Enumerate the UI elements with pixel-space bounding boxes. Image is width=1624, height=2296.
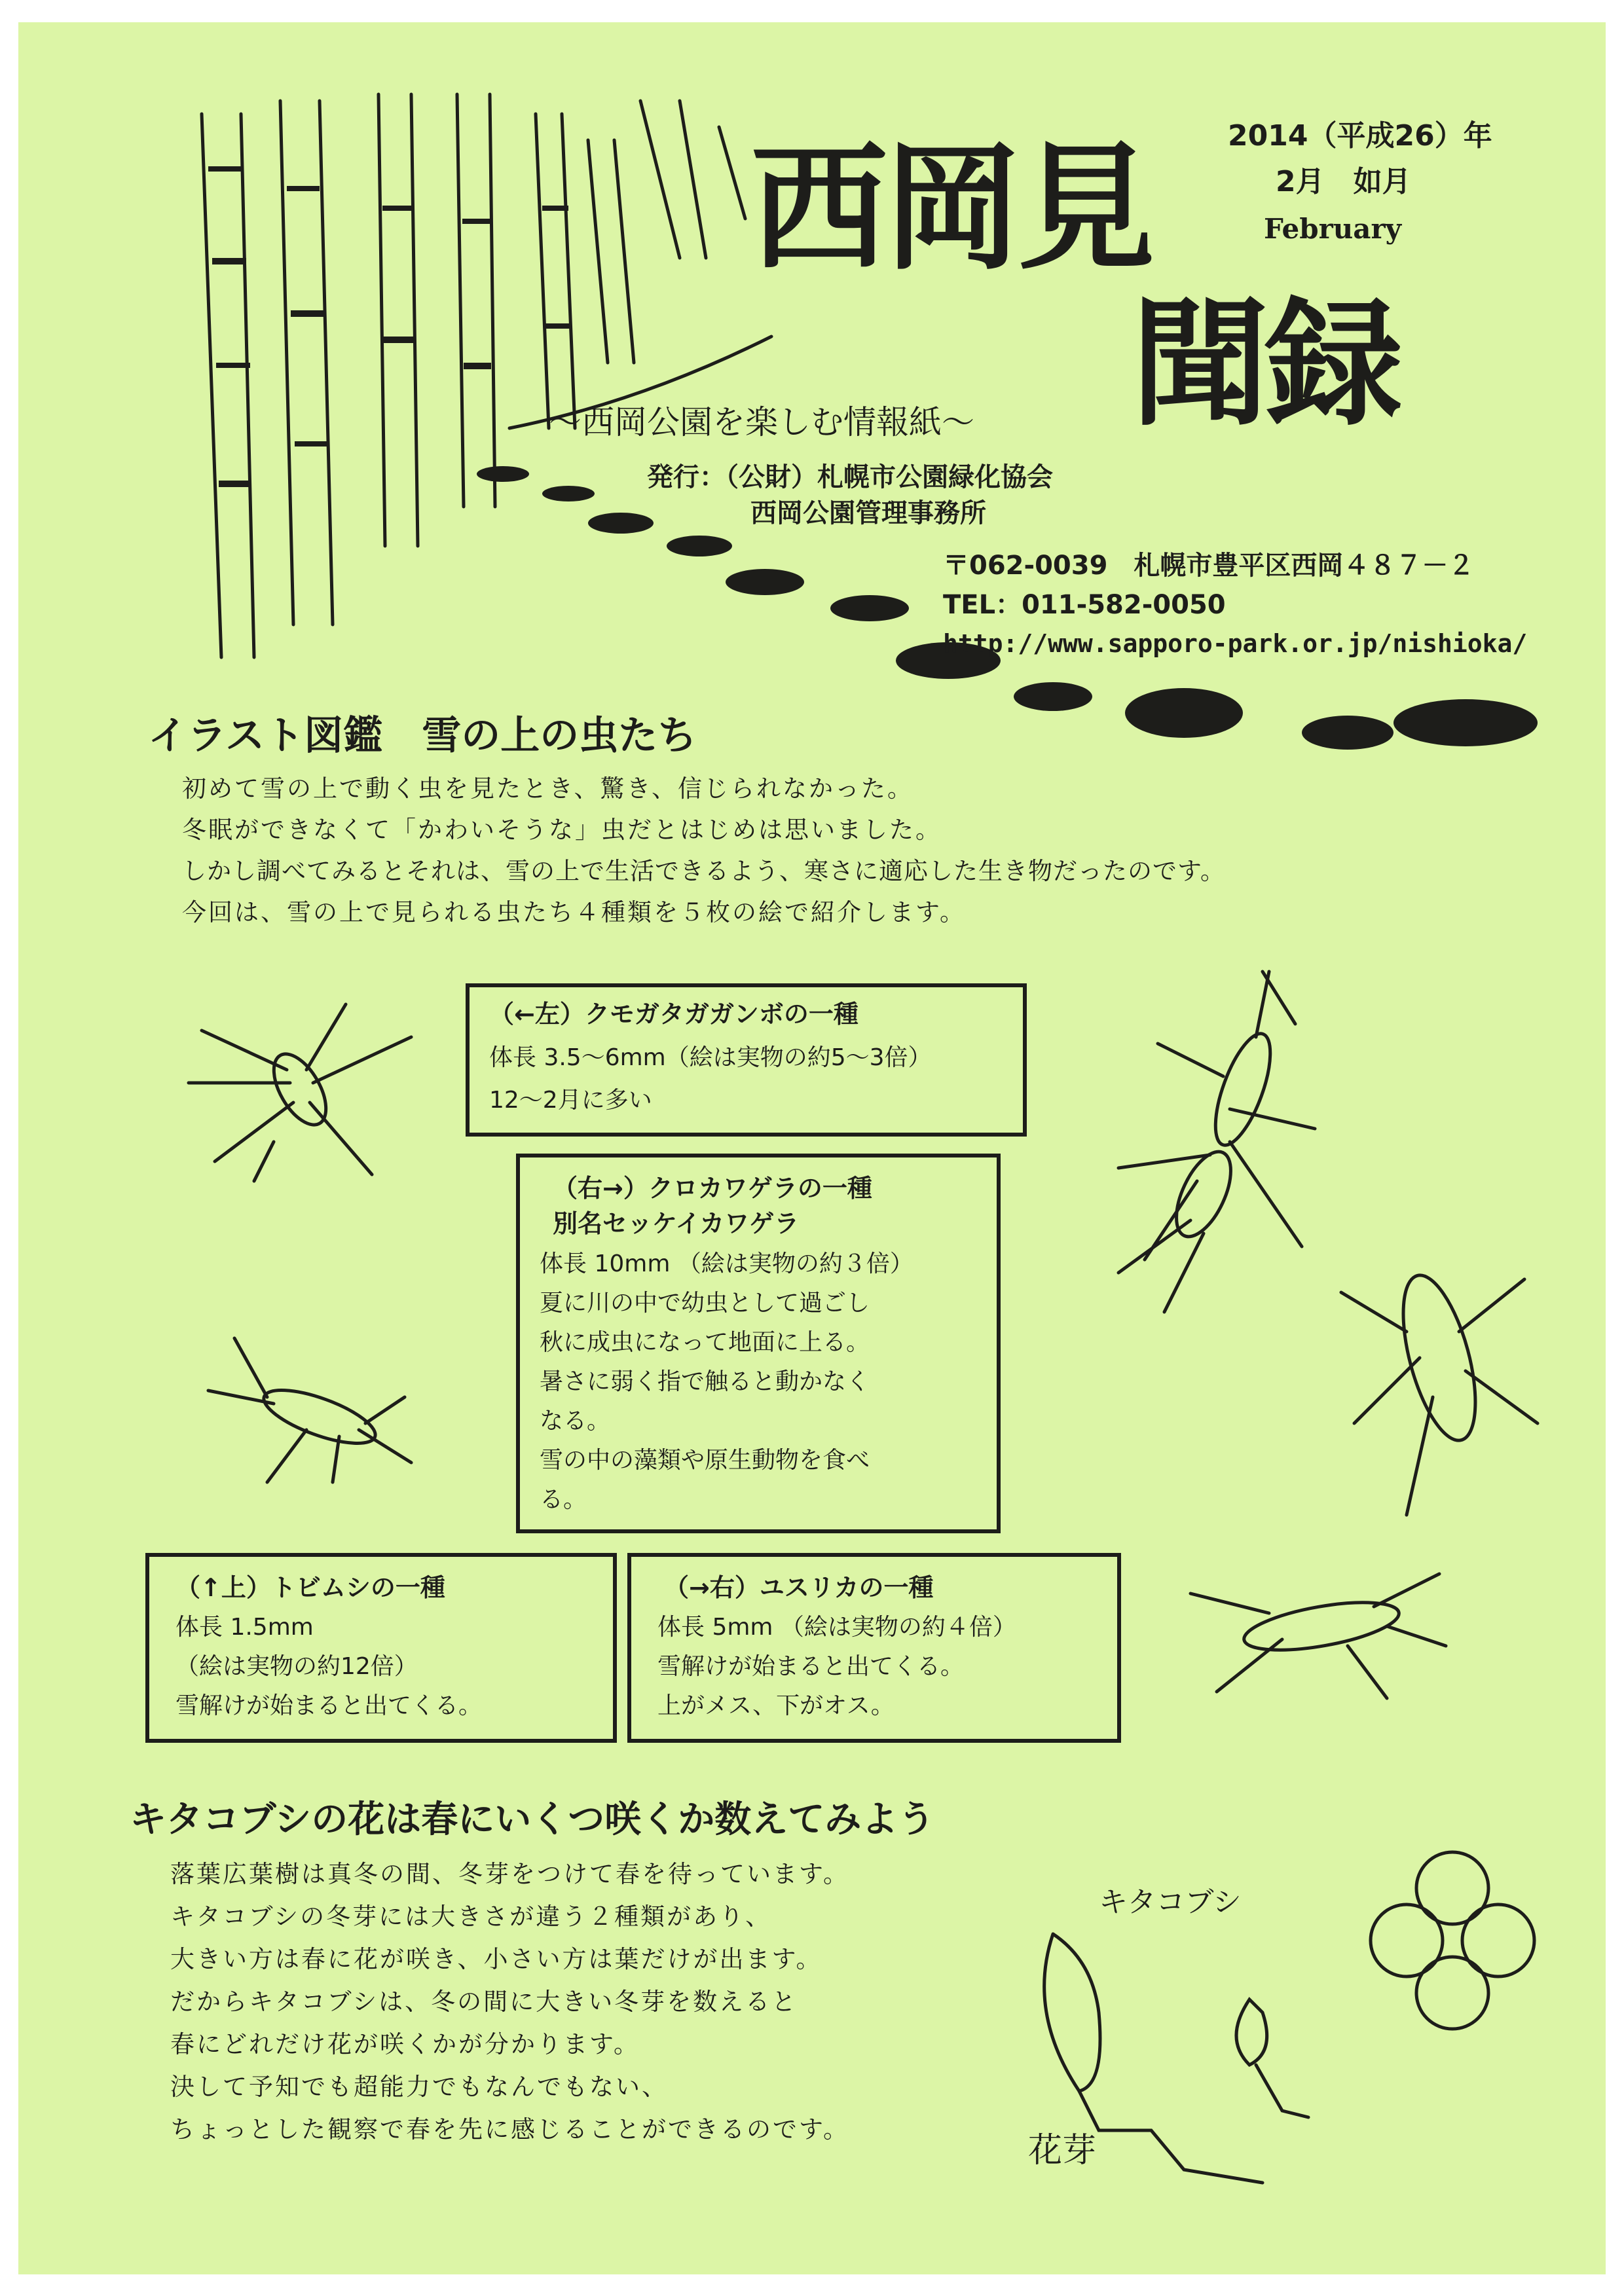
illustration-intro-line-1: 初めて雪の上で動く虫を見たとき、驚き、信じられなかった。 <box>182 774 914 803</box>
springtail-sketch <box>189 1332 424 1489</box>
crane-fly-sketch <box>175 991 424 1188</box>
crane-fly-line-1: 体長 3.5～6mm（絵は実物の約5～3倍） <box>489 1044 932 1071</box>
kitakobushi-label: キタコブシ <box>1099 1886 1242 1919</box>
stonefly-alias: 別名セッケイカワゲラ <box>553 1209 800 1238</box>
office-name: 西岡公園管理事務所 <box>750 498 986 528</box>
midge-title: （→右）ユスリカの一種 <box>664 1573 934 1602</box>
stonefly-info-box <box>516 1154 1001 1533</box>
illustration-section-heading: イラスト図鑑 雪の上の虫たち <box>148 713 697 759</box>
kobushi-line-1: 落葉広葉樹は真冬の間、冬芽をつけて春を待っています。 <box>170 1860 850 1888</box>
midge-female-sketch <box>1328 1253 1544 1528</box>
stonefly-line-2: 夏に川の中で幼虫として過ごし <box>540 1290 870 1317</box>
newsletter-title-line2: 聞録 <box>1132 284 1399 445</box>
newsletter-subtitle: ～西岡公園を楽しむ情報紙～ <box>549 403 974 441</box>
crane-fly-line-2: 12～2月に多い <box>489 1087 652 1114</box>
issue-date-year: 2014（平成26）年 <box>1228 119 1492 153</box>
springtail-line-1: 体長 1.5mm <box>175 1614 314 1641</box>
kobushi-line-3: 大きい方は春に花が咲き、小さい方は葉だけが出ます。 <box>170 1945 822 1973</box>
newsletter-title-line1: 西岡見 <box>750 128 1152 289</box>
kobushi-line-4: だからキタコブシは、冬の間に大きい冬芽を数えると <box>170 1988 798 2016</box>
kobushi-line-7: ちょっとした観察で春を先に感じることができるのです。 <box>170 2115 850 2143</box>
stonefly-line-5: なる。 <box>540 1408 611 1434</box>
stonefly-line-6: 雪の中の藻類や原生動物を食べ <box>540 1447 870 1474</box>
springtail-info-box <box>145 1553 617 1743</box>
telephone: TEL：011-582-0050 <box>943 590 1226 620</box>
stonefly-line-1: 体長 10mm （絵は実物の約３倍） <box>540 1250 913 1277</box>
midge-line-3: 上がメス、下がオス。 <box>657 1692 895 1719</box>
kobushi-line-2: キタコブシの冬芽には大きさが違う２種類があり、 <box>170 1903 772 1931</box>
midge-line-2: 雪解けが始まると出てくる。 <box>657 1653 965 1680</box>
springtail-line-2: （絵は実物の約12倍） <box>175 1653 418 1680</box>
kobushi-line-5: 春にどれだけ花が咲くかが分かります。 <box>170 2030 640 2058</box>
kobushi-section-heading: キタコブシの花は春にいくつ咲くか数えてみよう <box>130 1798 935 1841</box>
illustration-intro-line-2: 冬眠ができなくて「かわいそうな」虫だとはじめは思いました。 <box>182 816 942 844</box>
publisher: 発行：（公財）札幌市公園緑化協会 <box>647 462 1053 492</box>
stonefly-line-3: 秋に成虫になって地面に上る。 <box>540 1329 870 1356</box>
stonefly-line-4: 暑さに弱く指で触ると動かなく <box>540 1368 870 1395</box>
illustration-intro-line-3: しかし調べてみるとそれは、雪の上で生活できるよう、寒さに適応した生き物だったのです。 <box>182 857 1226 885</box>
midge-male-sketch <box>1177 1561 1452 1705</box>
crane-fly-info-box <box>466 983 1027 1137</box>
springtail-line-3: 雪解けが始まると出てくる。 <box>175 1692 483 1719</box>
stonefly-line-7: る。 <box>540 1486 587 1513</box>
kobushi-line-6: 決して予知でも超能力でもなんでもない、 <box>170 2073 668 2101</box>
kobushi-flower-sketch <box>1354 1842 1551 2039</box>
website-url[interactable]: http://www.sapporo-park.or.jp/nishioka/ <box>943 629 1528 658</box>
issue-date-english: February <box>1264 213 1402 245</box>
flower-bud-label: 花芽 <box>1028 2131 1097 2170</box>
springtail-title: （↑上）トビムシの一種 <box>175 1573 445 1602</box>
postal-address: 〒062-0039 札幌市豊平区西岡４８７－２ <box>943 551 1475 581</box>
issue-date-month: 2月 如月 <box>1276 165 1411 198</box>
kobushi-buds-sketch <box>1001 1921 1367 2222</box>
illustration-intro-line-4: 今回は、雪の上で見られる虫たち４種類を５枚の絵で紹介します。 <box>182 898 967 926</box>
midge-info-box <box>627 1553 1121 1743</box>
newsletter-page <box>18 22 1606 2274</box>
crane-fly-title: （←左）クモガタガガンボの一種 <box>489 1000 858 1029</box>
stonefly-title: （右→）クロカワゲラの一種 <box>553 1174 872 1203</box>
midge-line-1: 体長 5mm （絵は実物の約４倍） <box>657 1614 1016 1641</box>
